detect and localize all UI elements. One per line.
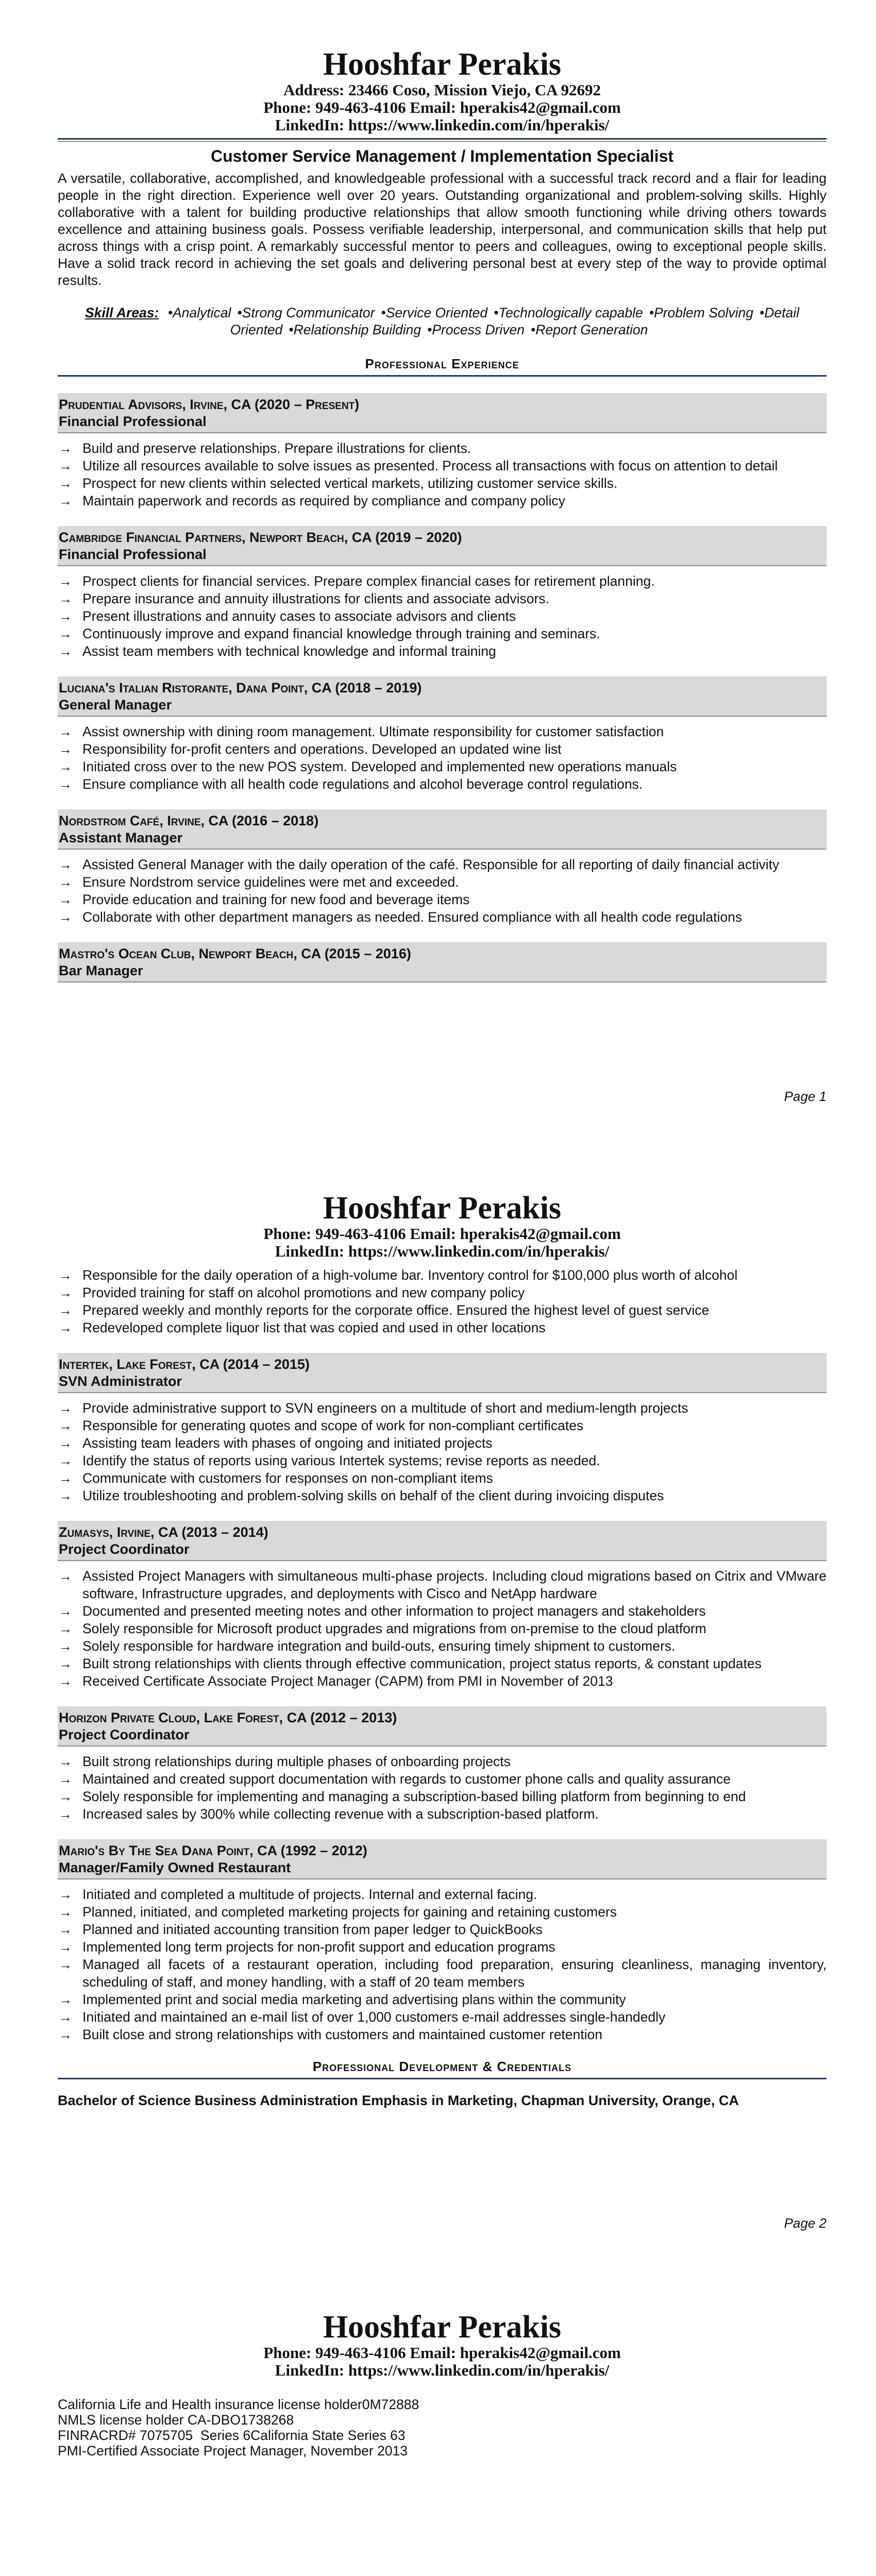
bullet-item [58, 1921, 827, 1938]
arrow-right-icon: → [59, 874, 72, 890]
bullet-item [58, 1956, 827, 1991]
bullet-text: Communicate with customers for responses on non-compliant items [82, 1470, 493, 1486]
bullet-text: Assist team members with technical knowledge and informal training [82, 643, 496, 659]
job-bullets [58, 723, 827, 793]
arrow-right-icon: → [59, 1754, 72, 1769]
experience-list-page-2 [58, 1353, 827, 2043]
job-entry [58, 1839, 827, 2043]
arrow-right-icon: → [59, 493, 72, 509]
bullet-text: Present illustrations and annuity cases to associate advisors and clients [82, 608, 516, 624]
bullet-text: Utilize all resources available to solve issues as presented. Process all transactions with focus on attention to detail [82, 458, 778, 473]
arrow-right-icon: → [59, 440, 72, 456]
job-employer: Zumasys, Irvine, CA (2013 – 2014) [59, 1524, 268, 1540]
job-role: Manager/Family Owned Restaurant [59, 1860, 291, 1875]
job-employer: Luciana's Italian Ristorante, Dana Point, CA (2018 – 2019) [59, 680, 422, 696]
bullet-text: Maintained and created support documentation with regards to customer phone calls and quality assurance [82, 1771, 731, 1787]
bullet-text: Assisted General Manager with the daily operation of the café. Responsible for all reporting of daily financial activity [82, 857, 780, 872]
skill-item: •Service Oriented [381, 305, 488, 320]
bullet-item [58, 1770, 827, 1788]
arrow-right-icon: → [59, 1267, 72, 1283]
job-entry [58, 1521, 827, 1690]
bullet-text: Built strong relationships with clients through effective communication, project status reports, & constant updates [82, 1656, 762, 1671]
arrow-right-icon: → [59, 1939, 72, 1955]
bullet-text: Prepare insurance and annuity illustrations for clients and associate advisors. [82, 591, 549, 606]
bullet-text: Implemented long term projects for non-profit support and education programs [82, 1939, 555, 1955]
phone-email-line-p2: Phone: 949-463-4106 Email: hperakis42@gmail.com [263, 1225, 621, 1243]
bullet-text: Received Certificate Associate Project Manager (CAPM) from PMI in November of 2013 [82, 1673, 613, 1689]
job-header [58, 1839, 827, 1879]
job-employer: Prudential Advisors, Irvine, CA (2020 – Present) [59, 397, 360, 412]
job-header [58, 1706, 827, 1747]
arrow-right-icon: → [59, 2009, 72, 2025]
bullet-item [58, 1805, 827, 1823]
bullet-item [58, 1655, 827, 1672]
bullet-item [58, 572, 827, 590]
bullet-text: Documented and presented meeting notes and other information to project managers and stakeholders [82, 1603, 706, 1619]
linkedin-line: LinkedIn: https://www.linkedin.com/in/hperakis/ [275, 116, 610, 134]
bullet-text: Initiated cross over to the new POS system. Developed and implemented new operations manuals [82, 759, 677, 774]
job-header [58, 1521, 827, 1561]
arrow-right-icon: → [59, 909, 72, 925]
bullet-item [58, 642, 827, 660]
skills-label: Skill Areas: [85, 305, 159, 320]
page-number-1: Page 1 [784, 1089, 827, 1104]
bullet-text: Ensure compliance with all health code regulations and alcohol beverage control regulations. [82, 776, 643, 792]
bullet-item [58, 1266, 827, 1284]
skill-item: •Analytical [167, 305, 231, 320]
bullet-item [58, 1301, 827, 1319]
bullet-text: Responsibility for-profit centers and operations. Developed an updated wine list [82, 741, 562, 757]
bullet-text: Responsible for generating quotes and scope of work for non-compliant certificates [82, 1418, 584, 1433]
bullet-text: Built strong relationships during multiple phases of onboarding projects [82, 1754, 511, 1769]
job-entry [58, 526, 827, 660]
job-employer: Intertek, Lake Forest, CA (2014 – 2015) [59, 1357, 310, 1372]
arrow-right-icon: → [59, 1887, 72, 1902]
credentials-list [58, 2397, 827, 2459]
headline: Customer Service Management / Implementation Specialist [210, 147, 674, 165]
bullet-text: Solely responsible for implementing and managing a subscription-based billing platform from beginning to end [82, 1789, 746, 1804]
continued-bullets [58, 1266, 827, 1336]
arrow-right-icon: → [59, 1673, 72, 1689]
bullet-item [58, 1319, 827, 1336]
bullet-item [58, 474, 827, 492]
bullet-item [58, 1620, 827, 1637]
phone-email-line: Phone: 949-463-4106 Email: hperakis42@gmail.com [263, 98, 621, 116]
bullet-item [58, 1788, 827, 1805]
bullet-item [58, 1991, 827, 2008]
arrow-right-icon: → [59, 643, 72, 659]
arrow-right-icon: → [59, 1638, 72, 1654]
bullet-item [58, 1672, 827, 1690]
job-bullets [58, 1567, 827, 1690]
arrow-right-icon: → [59, 573, 72, 589]
arrow-right-icon: → [59, 892, 72, 907]
arrow-right-icon: → [59, 1603, 72, 1619]
arrow-right-icon: → [59, 741, 72, 757]
job-entry [58, 393, 827, 510]
bullet-item [58, 1417, 827, 1434]
bullet-item [58, 1886, 827, 1903]
resume-page-3 [0, 2267, 876, 2576]
bullet-item [58, 590, 827, 607]
arrow-right-icon: → [59, 1771, 72, 1787]
candidate-name: Hooshfar Perakis [323, 47, 562, 82]
arrow-right-icon: → [59, 1806, 72, 1822]
arrow-right-icon: → [59, 759, 72, 774]
summary-paragraph: A versatile, collaborative, accomplished, and knowledgeable professional with a successful track record and a flair for leading people in the right direction. Experience well over 20 years. Outstanding organizational and problem-solving skills. Highly collaborative with a talent for building productive relationships that allow smooth functioning while driving others towards excellence and attaining business goals. Possess verifiable leadership, interpersonal, and communication skills that help put across things with a crisp point. A remarkably successful mentor to peers and colleagues, owing to exceptional people skills. Have a solid track record in achieving the set goals and delivering personal best at every step of the way to provide optimal results. [58, 171, 827, 288]
job-bullets [58, 439, 827, 510]
bullet-item [58, 1284, 827, 1301]
arrow-right-icon: → [59, 1904, 72, 1920]
bullet-text: Initiated and maintained an e-mail list of over 1,000 customers e-mail addresses single-handedly [82, 2009, 666, 2025]
skill-item: •Technologically capable [494, 305, 643, 320]
arrow-right-icon: → [59, 476, 72, 491]
bullet-text: Initiated and completed a multitude of projects. Internal and external facing. [82, 1887, 537, 1902]
candidate-name-p2: Hooshfar Perakis [323, 1191, 562, 1226]
job-role: Financial Professional [59, 547, 207, 562]
bullet-text: Prospect for new clients within selected vertical markets, utilizing customer service skills. [82, 476, 618, 491]
job-header [58, 393, 827, 433]
address-line: Address: 23466 Coso, Mission Viejo, CA 92692 [283, 81, 601, 99]
job-bullets [58, 1753, 827, 1823]
skills-list [168, 305, 799, 337]
bullet-item [58, 1903, 827, 1921]
arrow-right-icon: → [59, 1400, 72, 1416]
arrow-right-icon: → [59, 857, 72, 872]
arrow-right-icon: → [59, 1453, 72, 1468]
skill-item: •Relationship Building [289, 322, 422, 337]
arrow-right-icon: → [59, 626, 72, 641]
page-number-2: Page 2 [784, 2215, 827, 2231]
bullet-text: Solely responsible for hardware integration and build-outs, ensuring timely shipment to customers. [82, 1638, 676, 1654]
bullet-item [58, 740, 827, 758]
bullet-item [58, 1637, 827, 1655]
bullet-text: Managed all facets of a restaurant operation, including food preparation, ensuring cleanliness, managing inventory, scheduling of staff, and money handling, with a staff of 20 team members [82, 1957, 827, 1990]
credential-line: NMLS license holder CA-DBO1738268 [58, 2412, 294, 2428]
bullet-text: Prospect clients for financial services. Prepare complex financial cases for retirement planning. [82, 573, 655, 589]
bullet-text: Planned, initiated, and completed marketing projects for gaining and retaining customers [82, 1904, 617, 1920]
job-entry [58, 942, 827, 982]
bullet-text: Collaborate with other department managers as needed. Ensured compliance with all health code regulations [82, 909, 743, 925]
bullet-text: Responsible for the daily operation of a high-volume bar. Inventory control for $100,000 plus worth of alcohol [82, 1267, 738, 1283]
job-entry [58, 809, 827, 926]
bullet-text: Maintain paperwork and records as required by compliance and company policy [82, 493, 565, 509]
job-header [58, 809, 827, 850]
arrow-right-icon: → [59, 1285, 72, 1300]
arrow-right-icon: → [59, 1320, 72, 1335]
section-development-heading: Professional Development & Credentials [58, 2059, 827, 2079]
job-role: Project Coordinator [59, 1541, 190, 1557]
degree-line: Bachelor of Science Business Administration Emphasis in Marketing, Chapman University, Orange, CA [58, 2093, 739, 2108]
credential-line: FINRACRD# 7075705 Series 6California State Series 63 [58, 2428, 406, 2443]
bullet-text: Provided training for staff on alcohol promotions and new company policy [82, 1285, 525, 1300]
bullet-item [58, 1434, 827, 1452]
bullet-text: Ensure Nordstrom service guidelines were met and exceeded. [82, 874, 459, 890]
skills-block [78, 304, 806, 338]
job-role: Project Coordinator [59, 1727, 190, 1742]
job-bullets [58, 572, 827, 660]
job-role: Assistant Manager [59, 830, 183, 845]
arrow-right-icon: → [59, 1488, 72, 1503]
job-header [58, 942, 827, 982]
arrow-right-icon: → [59, 1922, 72, 1937]
job-entry [58, 676, 827, 793]
bullet-item [58, 1602, 827, 1620]
bullet-text: Built close and strong relationships with customers and maintained customer retention [82, 2027, 602, 2042]
job-employer: Nordstrom Café, Irvine, CA (2016 – 2018) [59, 813, 319, 828]
linkedin-line-p3: LinkedIn: https://www.linkedin.com/in/hperakis/ [275, 2361, 610, 2379]
bullet-item [58, 2026, 827, 2043]
arrow-right-icon: → [59, 1418, 72, 1433]
job-entry [58, 1706, 827, 1823]
header-divider [58, 138, 827, 142]
bullet-text: Prepared weekly and monthly reports for the corporate office. Ensured the highest level of guest service [82, 1302, 710, 1318]
arrow-right-icon: → [59, 724, 72, 739]
job-role: General Manager [59, 697, 172, 713]
bullet-item [58, 908, 827, 926]
bullet-text: Implemented print and social media marketing and advertising plans within the community [82, 1992, 626, 2007]
credential-line: PMI-Certified Associate Project Manager, November 2013 [58, 2443, 408, 2459]
section-experience-heading: Professional Experience [58, 356, 827, 377]
job-role: SVN Administrator [59, 1374, 182, 1389]
bullet-text: Planned and initiated accounting transition from paper ledger to QuickBooks [82, 1922, 543, 1937]
job-header [58, 676, 827, 717]
arrow-right-icon: → [59, 591, 72, 606]
bullet-item [58, 607, 827, 625]
resume-page-2 [0, 1133, 876, 2267]
bullet-text: Assist ownership with dining room management. Ultimate responsibility for customer satisfaction [82, 724, 664, 739]
job-employer: Mario's By The Sea Dana Point, CA (1992 – 2012) [59, 1843, 367, 1858]
bullet-text: Utilize troubleshooting and problem-solving skills on behalf of the client during invoicing disputes [82, 1488, 664, 1503]
bullet-text: Assisted Project Managers with simultaneous multi-phase projects. Including cloud migrations based on Citrix and VMware software, Infrastructure upgrades, and deployments with Cisco and NetApp hardware [82, 1568, 827, 1601]
skill-item: •Report Generation [531, 322, 648, 337]
arrow-right-icon: → [59, 2027, 72, 2042]
bullet-text: Redeveloped complete liquor list that was copied and used in other locations [82, 1320, 546, 1335]
arrow-right-icon: → [59, 608, 72, 624]
arrow-right-icon: → [59, 458, 72, 473]
bullet-item [58, 1399, 827, 1417]
job-header [58, 526, 827, 566]
skill-item: •Problem Solving [649, 305, 754, 320]
bullet-item [58, 1469, 827, 1487]
bullet-item [58, 723, 827, 740]
job-role: Bar Manager [59, 963, 143, 978]
credential-line: California Life and Health insurance license holder0M72888 [58, 2397, 419, 2412]
phone-email-line-p3: Phone: 949-463-4106 Email: hperakis42@gmail.com [263, 2344, 621, 2362]
job-employer: Cambridge Financial Partners, Newport Beach, CA (2019 – 2020) [59, 530, 462, 545]
experience-list-page-1 [58, 393, 827, 982]
resume-page-1 [0, 0, 876, 1133]
arrow-right-icon: → [59, 1957, 72, 1972]
arrow-right-icon: → [59, 1435, 72, 1451]
bullet-text: Provide administrative support to SVN engineers on a multitude of short and medium-length projects [82, 1400, 688, 1416]
arrow-right-icon: → [59, 776, 72, 792]
arrow-right-icon: → [59, 1470, 72, 1486]
arrow-right-icon: → [59, 1302, 72, 1318]
arrow-right-icon: → [59, 1568, 72, 1584]
arrow-right-icon: → [59, 1992, 72, 2007]
bullet-text: Assisting team leaders with phases of ongoing and initiated projects [82, 1435, 493, 1451]
skill-item: •Strong Communicator [237, 305, 375, 320]
bullet-text: Increased sales by 300% while collecting revenue with a subscription-based platform. [82, 1806, 599, 1822]
bullet-item [58, 625, 827, 642]
skill-item: •Process Driven [427, 322, 525, 337]
bullet-text: Solely responsible for Microsoft product upgrades and migrations from on-premise to the cloud platform [82, 1621, 706, 1636]
bullet-item [58, 457, 827, 474]
job-role: Financial Professional [59, 414, 207, 429]
arrow-right-icon: → [59, 1789, 72, 1804]
job-employer: Horizon Private Cloud, Lake Forest, CA (2012 – 2013) [59, 1710, 397, 1725]
bullet-text: Build and preserve relationships. Prepare illustrations for clients. [82, 440, 471, 456]
candidate-name-p3: Hooshfar Perakis [323, 2310, 562, 2345]
bullet-item [58, 891, 827, 908]
bullet-text: Provide education and training for new food and beverage items [82, 892, 470, 907]
bullet-item [58, 2008, 827, 2026]
linkedin-line-p2: LinkedIn: https://www.linkedin.com/in/hperakis/ [275, 1242, 610, 1260]
bullet-item [58, 1938, 827, 1956]
job-bullets [58, 1399, 827, 1504]
job-header [58, 1353, 827, 1393]
job-bullets [58, 1886, 827, 2043]
arrow-right-icon: → [59, 1621, 72, 1636]
bullet-item [58, 856, 827, 873]
skill-item: •Detail Oriented [230, 305, 800, 337]
job-entry [58, 1353, 827, 1504]
bullet-item [58, 1753, 827, 1770]
bullet-item [58, 758, 827, 775]
bullet-item [58, 1487, 827, 1504]
bullet-text: Continuously improve and expand financial knowledge through training and seminars. [82, 626, 600, 641]
bullet-item [58, 775, 827, 793]
bullet-text: Identify the status of reports using various Intertek systems; revise reports as needed. [82, 1453, 600, 1468]
job-bullets [58, 856, 827, 926]
bullet-item [58, 439, 827, 457]
bullet-item [58, 1452, 827, 1469]
bullet-item [58, 1567, 827, 1602]
arrow-right-icon: → [59, 1656, 72, 1671]
job-employer: Mastro's Ocean Club, Newport Beach, CA (2015 – 2016) [59, 946, 411, 961]
bullet-item [58, 492, 827, 510]
bullet-item [58, 873, 827, 891]
